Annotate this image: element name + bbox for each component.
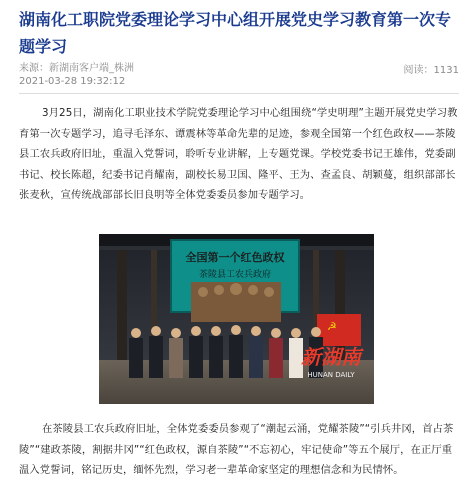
watermark-en: HUNAN DAILY	[307, 371, 355, 379]
article-source: 来源：新湖南客户端_株洲	[19, 63, 134, 74]
watermark-logo: 新湖南	[301, 345, 361, 369]
article-photo[interactable]	[99, 234, 374, 404]
banner-text: 全国第一个红色政权	[185, 251, 285, 264]
article-paragraph-2: 在茶陵县工农兵政府旧址，全体党委委员参观了“潮起云涌，党耀茶陵”“引兵井冈，首占茶陵”“建政茶陵，割据井冈”“红色政权，源自茶陵”“不忘初心，牢记使命”等五个展厅，在正厅重温入党誓词，铭记历史，缅怀先烈，学习老一辈革命家坚定的理想信念和为民情怀。	[19, 423, 454, 476]
banner-subtext: 茶陵县工农兵政府	[198, 270, 272, 280]
photo-illustration	[99, 234, 374, 404]
view-count: 阅读：1131	[403, 65, 459, 76]
meta-divider	[19, 93, 459, 94]
article-datetime: 2021-03-28 19:32:12	[19, 76, 126, 87]
article-paragraph-1: 3月25日，湖南化工职业技术学院党委理论学习中心组围绕“学史明理”主题开展党史学习教育第一次专题学习，追寻毛泽东、谭震林等革命先辈的足迹，参观全国第一个红色政权——茶陵县工农兵政府旧址，重温入党誓词，聆听专业讲解，上专题党课。学校党委书记王雄伟，党委副书记、校长陈超，纪委书记肖耀南，副校长易卫国、隆平、王为、查孟良、胡颖蔓，组织部部长张麦秋，宣传统战部部长旧良明等全体党委委员参加专题学习。	[19, 107, 458, 201]
svg-text:☭: ☭	[327, 320, 337, 333]
article-title: 湖南化工职院党委理论学习中心组开展党史学习教育第一次专题学习	[19, 10, 452, 56]
article-meta	[19, 62, 459, 88]
